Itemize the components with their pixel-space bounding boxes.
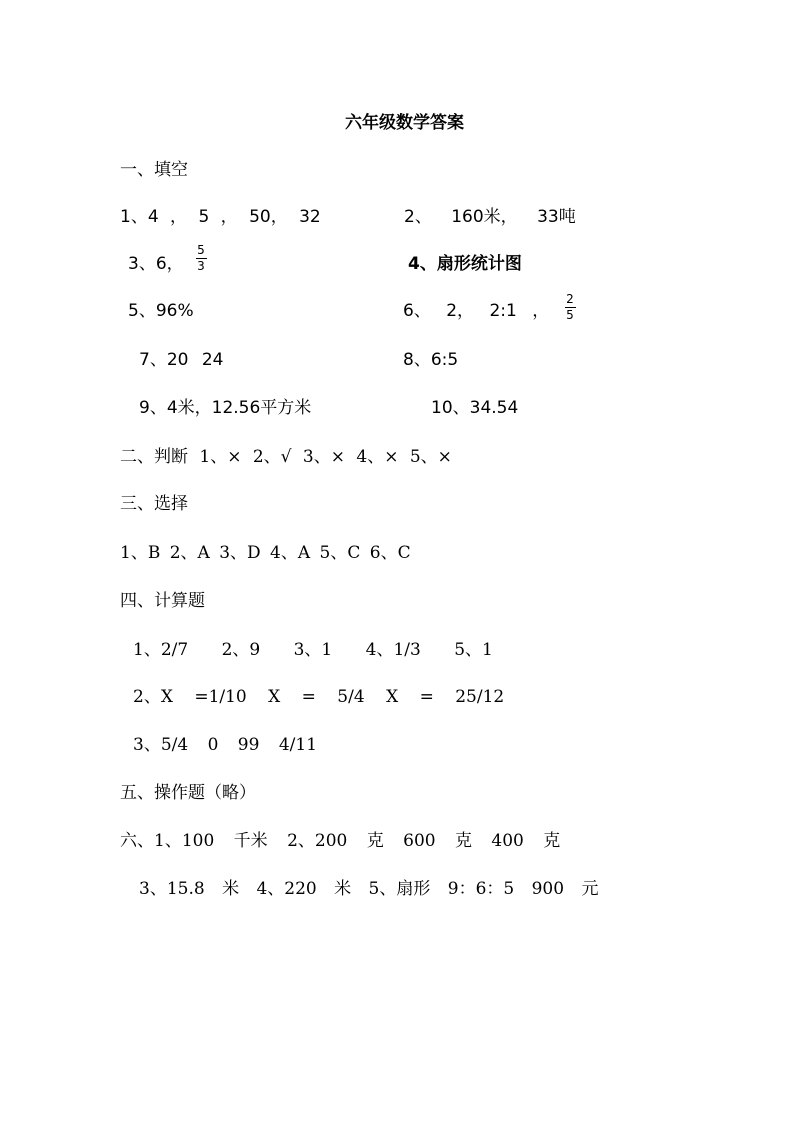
- fraction-five-thirds: [194, 244, 208, 273]
- fill-answer-8: 8、6:5: [403, 350, 459, 370]
- calc-line-1: 1、2/7 2、9 3、1 4、1/3 5、1: [133, 640, 493, 660]
- fill-answer-2: 2、 160米， 33吨: [404, 207, 576, 227]
- section-3-heading: 三、选择: [120, 494, 188, 514]
- fill-answer-10: 10、34.54: [431, 398, 519, 418]
- fraction-denominator: 3: [197, 259, 205, 273]
- page-title: 六年级数学答案: [345, 113, 464, 133]
- fill-answer-7: 7、20 24: [139, 350, 224, 370]
- fill-answer-3: 3、6，: [128, 254, 184, 274]
- fill-answer-9: 9、4米，12.56平方米: [139, 398, 312, 418]
- fill-answer-6: 6、 2， 2:1 ，: [403, 301, 550, 321]
- operation-line-2: 3、15.8 米 4、220 米 5、扇形 9：6：5 900 元: [139, 879, 599, 899]
- fraction-denominator: 5: [566, 308, 574, 322]
- section-1-heading: 一、填空: [120, 160, 188, 180]
- calc-line-2: 2、X =1/10 X = 5/4 X = 25/12: [133, 687, 505, 707]
- fraction-two-fifths: [563, 293, 577, 322]
- fill-answer-4: 4、扇形统计图: [408, 254, 522, 274]
- section-4-heading: 四、计算题: [120, 591, 205, 611]
- fraction-numerator: 5: [197, 243, 205, 257]
- fraction-numerator: 2: [566, 292, 574, 306]
- fill-answer-5: 5、96%: [128, 301, 194, 321]
- choice-answers: 1、B 2、A 3、D 4、A 5、C 6、C: [120, 543, 411, 563]
- operation-line-1: 六、1、100 千米 2、200 克 600 克 400 克: [120, 831, 561, 851]
- fill-answer-1: 1、4 ， 5 ， 50， 32: [120, 207, 321, 227]
- judgement-line: 二、判断 1、× 2、√ 3、× 4、× 5、×: [120, 447, 452, 467]
- calc-line-3: 3、5/4 0 99 4/11: [133, 735, 318, 755]
- section-5-heading: 五、操作题（略）: [120, 783, 256, 803]
